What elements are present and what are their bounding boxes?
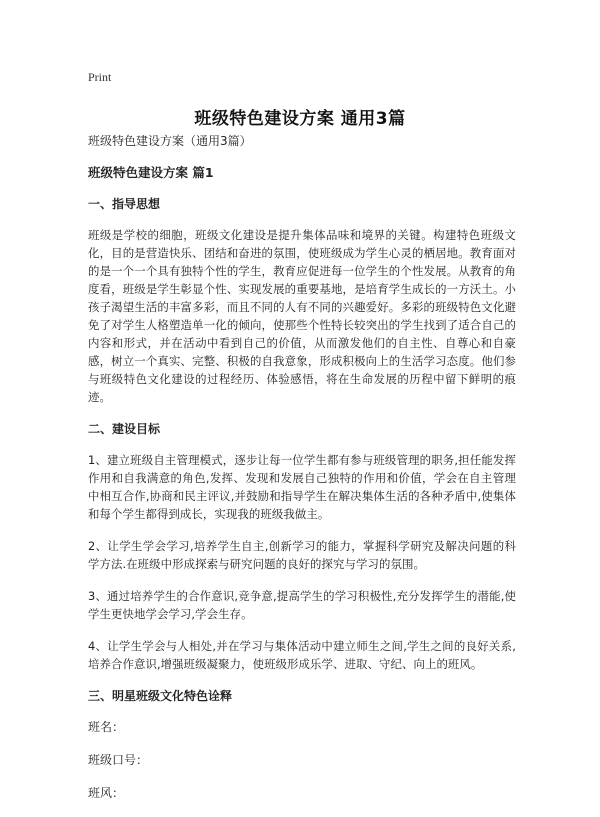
paragraph-goal-4: 4、让学生学会与人相处,并在学习与集体活动中建立师生之间,学生之间的良好关系,培养合作意识,增强班级凝聚力，使班级形成乐学、进取、守纪、向上的班风。 [88, 639, 516, 671]
paragraph-goal-2: 2、让学生学会学习,培养学生自主,创新学习的能力，掌握科学研究及解决问题的科学方法.在班级中形成探索与研究问题的良好的探究与学习的氛围。 [88, 539, 516, 571]
heading-class-culture: 三、明星班级文化特色诠释 [88, 689, 233, 703]
document-subtitle: 班级特色建设方案（通用3篇） [88, 134, 252, 148]
document-body [88, 132, 516, 817]
paragraph-goal-3: 3、通过培养学生的合作意识,竞争意,提高学生的学习积极性,充分发挥学生的潜能,使学生更快地学会学习,学会生存。 [88, 589, 516, 621]
paragraph-goal-1: 1、建立班级自主管理模式，逐步让每一位学生都有参与班级管理的职务,担任能发挥作用和自我满意的角色,发挥、发现和发展自己独特的作用和价值，学会在自主管理中相互合作,协商和民主评议,并鼓励和指导学生在解决集体生活的各种矛盾中,使集体和每个学生都得到成长，实现我的班级我做主。 [88, 453, 516, 521]
document-title: 班级特色建设方案 通用3篇 [194, 109, 406, 129]
field-class-slogan: 班级口号： [88, 753, 149, 767]
print-link[interactable]: Print [88, 70, 112, 84]
heading-construction-goals: 二、建设目标 [88, 422, 161, 436]
field-class-name: 班名： [88, 720, 125, 734]
paragraph-guiding-ideology: 班级是学校的细胞，班级文化建设是提升集体品味和境界的关键。构建特色班级文化，目的是营造快乐、团结和奋进的氛围，使班级成为学生心灵的栖居地。教育面对的是一个一个具有独特个性的学生，教育应促进每一位学生的个性发展。从教育的角度看，班级是学生彰显个性、实现发展的重要基地，是培育学生成长的一方沃土。小孩子渴望生活的丰富多彩，而且不同的人有不同的兴趣爱好。多彩的班级特色文化避免了对学生人格塑造单一化的倾向，使那些个性特长较突出的学生找到了适合自己的内容和形式，并在活动中看到自己的价值，从而激发他们的自主性、自尊心和自豪感，树立一个真实、完整、积极的自我意象，形成积极向上的生活学习态度。他们参与班级特色文化建设的过程经历、体验感悟，将在生命发展的历程中留下鲜明的痕迹。 [88, 228, 516, 404]
section-title: 班级特色建设方案 篇1 [88, 165, 214, 180]
heading-guiding-ideology: 一、指导思想 [88, 197, 161, 211]
field-class-style: 班风： [88, 786, 125, 800]
